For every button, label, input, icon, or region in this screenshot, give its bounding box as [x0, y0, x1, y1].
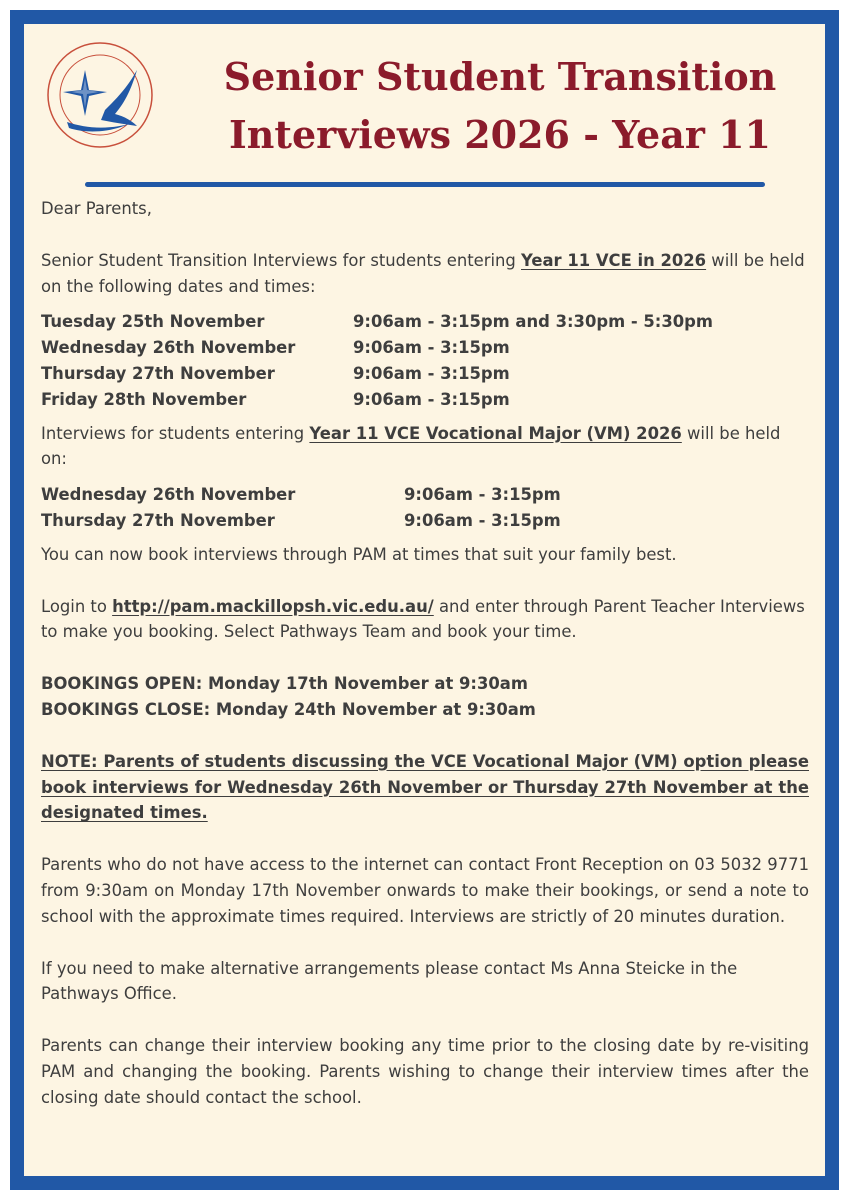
vm-paragraph: Interviews for students entering Year 11 VCE Vocational Major (VM) 2026 will be held on:	[41, 423, 781, 469]
intro-paragraph: Senior Student Transition Interviews for students entering Year 11 VCE in 2026 will be held on the following dates and times:	[41, 250, 805, 296]
page-title	[200, 48, 800, 164]
change-paragraph: Parents can change their interview booking any time prior to the closing date by re-visiting PAM and changing the booking. Parents wishing to change their interview times after the closing date should contact the school.	[41, 1036, 809, 1107]
intro-highlight: Year 11 VCE in 2026	[521, 250, 707, 270]
vce-schedule	[41, 309, 809, 412]
schedule-row: Friday 28th November 9:06am - 3:15pm	[41, 389, 510, 409]
title-divider	[85, 182, 765, 187]
title-line-1: Senior Student Transition	[223, 54, 777, 99]
schedule-row: Thursday 27th November 9:06am - 3:15pm	[41, 363, 510, 383]
pam-link[interactable]: http://pam.mackillopsh.vic.edu.au/	[112, 596, 434, 616]
letter-body	[41, 196, 809, 1111]
vm-schedule	[41, 482, 809, 534]
alternative-paragraph: If you need to make alternative arrangements please contact Ms Anna Steicke in the Pathways Office.	[41, 958, 738, 1004]
internet-paragraph: Parents who do not have access to the internet can contact Front Reception on 03 5032 9771 from 9:30am on Monday 17th November onwards to make their bookings, or send a note to school with the approximate times required. Interviews are strictly of 20 minutes duration.	[41, 855, 809, 926]
vm-highlight: Year 11 VCE Vocational Major (VM) 2026	[309, 423, 682, 443]
bookings-open: BOOKINGS OPEN: Monday 17th November at 9:30am	[41, 674, 528, 694]
title-line-2: Interviews 2026 - Year 11	[229, 112, 771, 157]
bookings-close: BOOKINGS CLOSE: Monday 24th November at 9:30am	[41, 699, 536, 719]
login-paragraph: Login to http://pam.mackillopsh.vic.edu.au/ and enter through Parent Teacher Interviews to make you booking. Select Pathways Team and book your time.	[41, 596, 805, 642]
schedule-row: Thursday 27th November 9:06am - 3:15pm	[41, 510, 561, 530]
schedule-row: Wednesday 26th November 9:06am - 3:15pm	[41, 338, 510, 358]
college-logo	[45, 40, 155, 150]
schedule-row: Wednesday 26th November 9:06am - 3:15pm	[41, 485, 561, 505]
schedule-row: Tuesday 25th November 9:06am - 3:15pm and 3:30pm - 5:30pm	[41, 312, 713, 332]
vm-note: NOTE: Parents of students discussing the VCE Vocational Major (VM) option please book interviews for Wednesday 26th November or Thursday 27th November at the designated times.	[41, 751, 809, 823]
pam-note: You can now book interviews through PAM at times that suit your family best.	[41, 544, 677, 564]
greeting: Dear Parents,	[41, 199, 152, 218]
